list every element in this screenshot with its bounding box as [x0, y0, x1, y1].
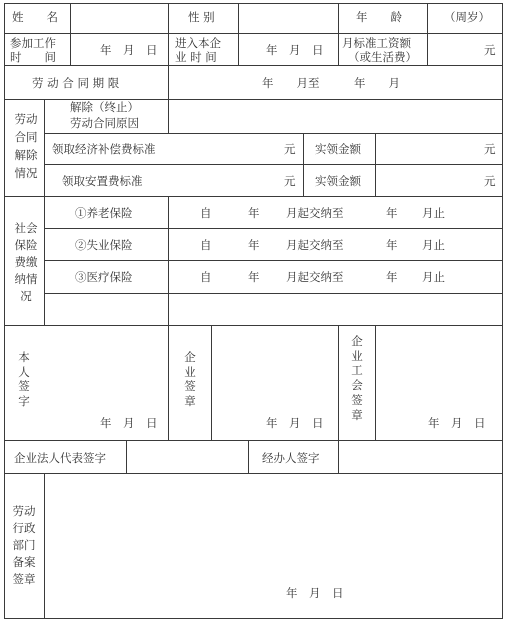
- termination-section-label: 劳动合同解除情况: [14, 112, 38, 180]
- join-enterprise-label-line2: 业 时 间: [175, 50, 217, 64]
- union-seal-date: 年 月 日: [428, 416, 486, 430]
- name-label: 姓 名: [12, 10, 58, 24]
- unemployment-year-2: 年: [386, 238, 398, 252]
- contract-period-label: 劳 动 合 同 期 限: [32, 76, 120, 90]
- pension-year-1: 年: [248, 206, 260, 220]
- medical-month-1: 月起交纳至: [286, 270, 344, 284]
- medical-insurance-label: ③医疗保险: [75, 270, 133, 284]
- age-unit-label: （周岁）: [444, 10, 490, 24]
- age-label: 年 龄: [356, 10, 402, 24]
- work-start-date: 年 月 日: [100, 43, 158, 57]
- pension-from: 自: [200, 206, 212, 220]
- social-insurance-section-label: 社会保险费缴纳情况: [14, 221, 38, 303]
- actual-amount-label: 实领金额: [315, 142, 361, 156]
- medical-from: 自: [200, 270, 212, 284]
- personal-signature-date: 年 月 日: [100, 416, 158, 430]
- work-start-label-line1: 参加工作: [10, 36, 56, 50]
- handler-signature-label: 经办人签字: [262, 451, 320, 465]
- medical-month-2: 月止: [422, 270, 445, 284]
- personal-signature-label: 本人签字: [18, 350, 30, 409]
- pension-month-1: 月起交纳至: [286, 206, 344, 220]
- settlement-unit: 元: [284, 174, 296, 188]
- pension-year-2: 年: [386, 206, 398, 220]
- unemployment-month-1: 月起交纳至: [286, 238, 344, 252]
- unemployment-from: 自: [200, 238, 212, 252]
- pension-insurance-label: ①养老保险: [75, 206, 133, 220]
- unemployment-year-1: 年: [248, 238, 260, 252]
- labor-dept-section-label: 劳动行政部门备案签章: [12, 504, 36, 586]
- settlement-standard-label: 领取安置费标准: [62, 174, 143, 188]
- monthly-wage-label-line1: 月标准工资额: [342, 36, 411, 50]
- actual-amount-unit: 元: [484, 142, 496, 156]
- join-enterprise-date: 年 月 日: [266, 43, 324, 57]
- actual-amount-2-unit: 元: [484, 174, 496, 188]
- legal-representative-label: 企业法人代表签字: [14, 451, 106, 465]
- enterprise-seal-date: 年 月 日: [266, 416, 324, 430]
- labor-dept-date: 年 月 日: [286, 586, 344, 600]
- join-enterprise-label-line1: 进入本企: [175, 36, 221, 50]
- gender-label: 性 别: [188, 10, 215, 24]
- medical-year-2: 年: [386, 270, 398, 284]
- unemployment-insurance-label: ②失业保险: [75, 238, 133, 252]
- actual-amount-2-label: 实领金额: [315, 174, 361, 188]
- enterprise-seal-label: 企业签章: [184, 350, 196, 409]
- work-start-label-line2: 时 间: [10, 50, 56, 64]
- wage-unit: 元: [484, 43, 496, 57]
- medical-year-1: 年: [248, 270, 260, 284]
- pension-month-2: 月止: [422, 206, 445, 220]
- termination-reason-label-line2: 劳动合同原因: [70, 116, 139, 130]
- monthly-wage-label-line2: （或生活费）: [348, 50, 417, 64]
- compensation-standard-label: 领取经济补偿费标准: [52, 142, 156, 156]
- contract-period-range: 年 月至 年 月: [262, 76, 400, 90]
- unemployment-month-2: 月止: [422, 238, 445, 252]
- compensation-unit: 元: [284, 142, 296, 156]
- union-seal-label: 企业工会签章: [351, 334, 363, 422]
- termination-reason-label-line1: 解除（终止）: [70, 100, 139, 114]
